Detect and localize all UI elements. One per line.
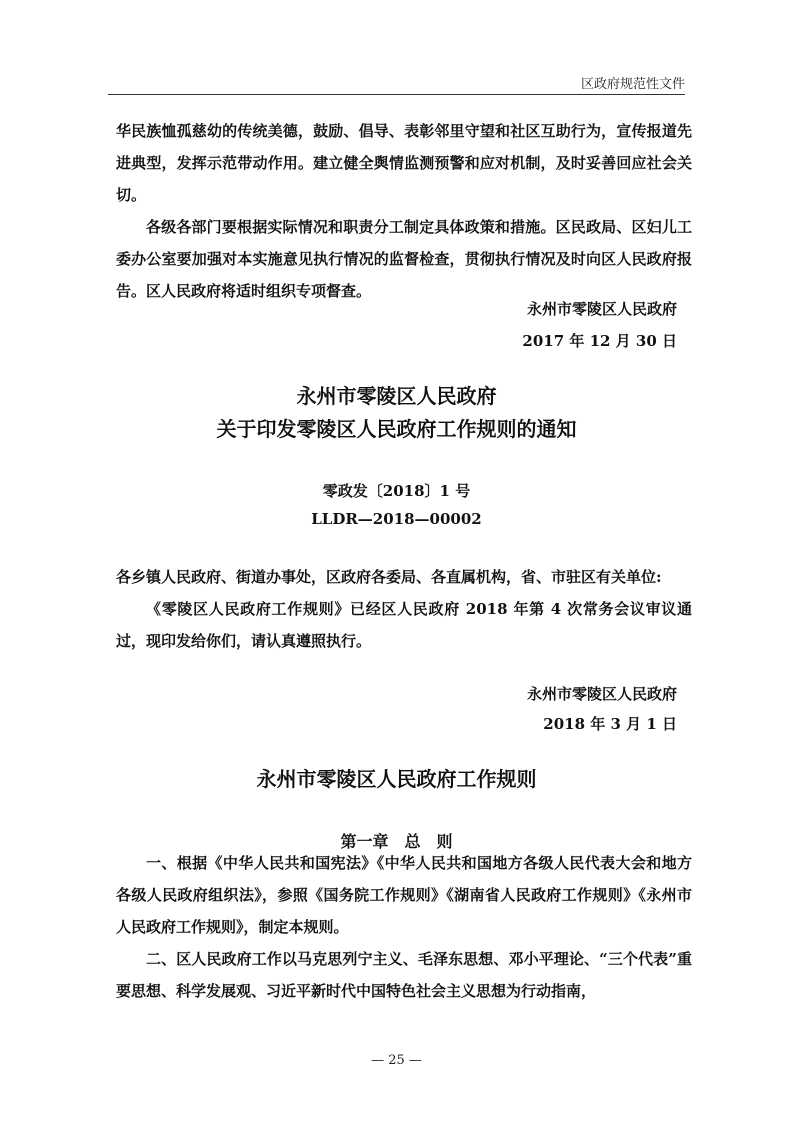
- article-2: 二、区人民政府工作以马克思列宁主义、毛泽东思想、邓小平理论、“三个代表”重要思想、科学发展观、习近平新时代中国特色社会主义思想为行动指南，: [116, 950, 692, 1000]
- previous-doc-date: 2017 年 12 月 30 日: [522, 332, 677, 350]
- notice-title-line-2: 关于印发零陵区人民政府工作规则的通知: [216, 417, 577, 441]
- header-rule: [108, 94, 685, 95]
- page-number: — 25 —: [371, 1053, 422, 1068]
- notice-body: 《零陵区人民政府工作规则》已经区人民政府 2018 年第 4 次常务会议审议通过，现印发给你们，请认真遵照执行。: [116, 600, 692, 650]
- notice-title-line-1: 永州市零陵区人民政府: [296, 384, 497, 408]
- previous-doc-paragraph-2: 各级各部门要根据实际情况和职责分工制定具体政策和措施。区民政局、区妇儿工委办公室要加强对本实施意见执行情况的监督检查，贯彻执行情况及时向区人民政府报告。区人民政府将适时组织专项督查。: [116, 218, 692, 300]
- notice-doc-number: 零政发〔2018〕1 号: [322, 482, 471, 500]
- notice-signature: 永州市零陵区人民政府: [526, 685, 677, 703]
- article-1: 一、根据《中华人民共和国宪法》《中华人民共和国地方各级人民代表大会和地方各级人民政府组织法》，参照《国务院工作规则》《湖南省人民政府工作规则》《永州市人民政府工作规则》，制定本规则。: [116, 854, 692, 936]
- previous-doc-paragraph-1: 华民族恤孤慈幼的传统美德，鼓励、倡导、表彰邻里守望和社区互助行为，宣传报道先进典型，发挥示范带动作用。建立健全舆情监测预警和应对机制，及时妥善回应社会关切。: [116, 122, 692, 204]
- notice-registration-number: LLDR—2018—00002: [311, 510, 482, 528]
- rules-title: 永州市零陵区人民政府工作规则: [256, 767, 537, 791]
- chapter-1-heading: 第一章 总 则: [340, 832, 453, 851]
- notice-date: 2018 年 3 月 1 日: [543, 715, 677, 733]
- running-header: 区政府规范性文件: [580, 77, 685, 92]
- previous-doc-signature: 永州市零陵区人民政府: [526, 300, 677, 318]
- notice-addressees: 各乡镇人民政府、街道办事处，区政府各委局、各直属机构，省、市驻区有关单位:: [116, 568, 662, 586]
